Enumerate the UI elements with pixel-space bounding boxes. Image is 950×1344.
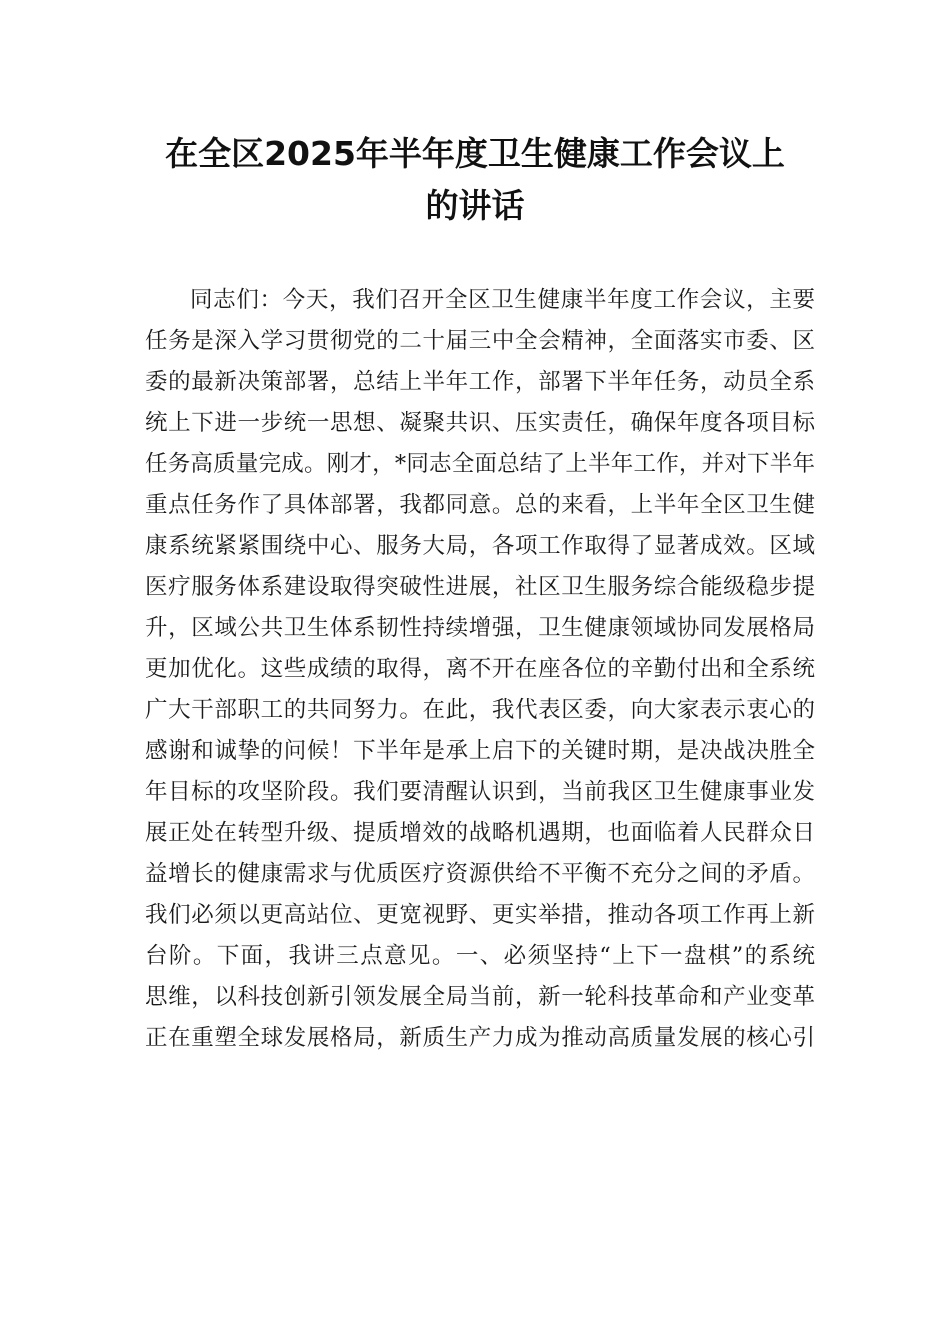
body-line: 统上下进一步统一思想、凝聚共识、压实责任，确保年度各项目标 — [145, 410, 815, 436]
body-line: 任务高质量完成。刚才，*同志全面总结了上半年工作，并对下半年 — [145, 451, 815, 477]
body-line: 同志们：今天，我们召开全区卫生健康半年度工作会议，主要 — [190, 287, 815, 313]
body-line: 医疗服务体系建设取得突破性进展，社区卫生服务综合能级稳步提 — [145, 574, 815, 600]
body-line: 年目标的攻坚阶段。我们要清醒认识到，当前我区卫生健康事业发 — [145, 779, 815, 805]
body-line: 更加优化。这些成绩的取得，离不开在座各位的辛勤付出和全系统 — [145, 656, 815, 682]
body-line: 康系统紧紧围绕中心、服务大局，各项工作取得了显著成效。区域 — [145, 533, 815, 559]
body-line: 我们必须以更高站位、更宽视野、更实举措，推动各项工作再上新 — [145, 902, 815, 928]
body-line: 益增长的健康需求与优质医疗资源供给不平衡不充分之间的矛盾。 — [145, 861, 815, 887]
document-title — [140, 128, 810, 232]
body-line: 展正处在转型升级、提质增效的战略机遇期，也面临着人民群众日 — [145, 820, 815, 846]
body-line: 升，区域公共卫生体系韧性持续增强，卫生健康领域协同发展格局 — [145, 615, 815, 641]
body-line: 正在重塑全球发展格局，新质生产力成为推动高质量发展的核心引 — [145, 1025, 815, 1051]
body-line: 任务是深入学习贯彻党的二十届三中全会精神，全面落实市委、区 — [145, 328, 815, 354]
title-line-1: 在全区2025年半年度卫生健康工作会议上 — [165, 134, 785, 173]
body-line: 思维，以科技创新引领发展全局当前，新一轮科技革命和产业变革 — [145, 984, 815, 1010]
document-body — [145, 280, 815, 1059]
body-line: 感谢和诚挚的问候！下半年是承上启下的关键时期，是决战决胜全 — [145, 738, 815, 764]
body-line: 台阶。下面，我讲三点意见。一、必须坚持“上下一盘棋”的系统 — [145, 943, 815, 969]
body-line: 广大干部职工的共同努力。在此，我代表区委，向大家表示衷心的 — [145, 697, 815, 723]
body-line: 委的最新决策部署，总结上半年工作，部署下半年任务，动员全系 — [145, 369, 815, 395]
body-line: 重点任务作了具体部署，我都同意。总的来看，上半年全区卫生健 — [145, 492, 815, 518]
title-line-2: 的讲话 — [425, 186, 525, 225]
